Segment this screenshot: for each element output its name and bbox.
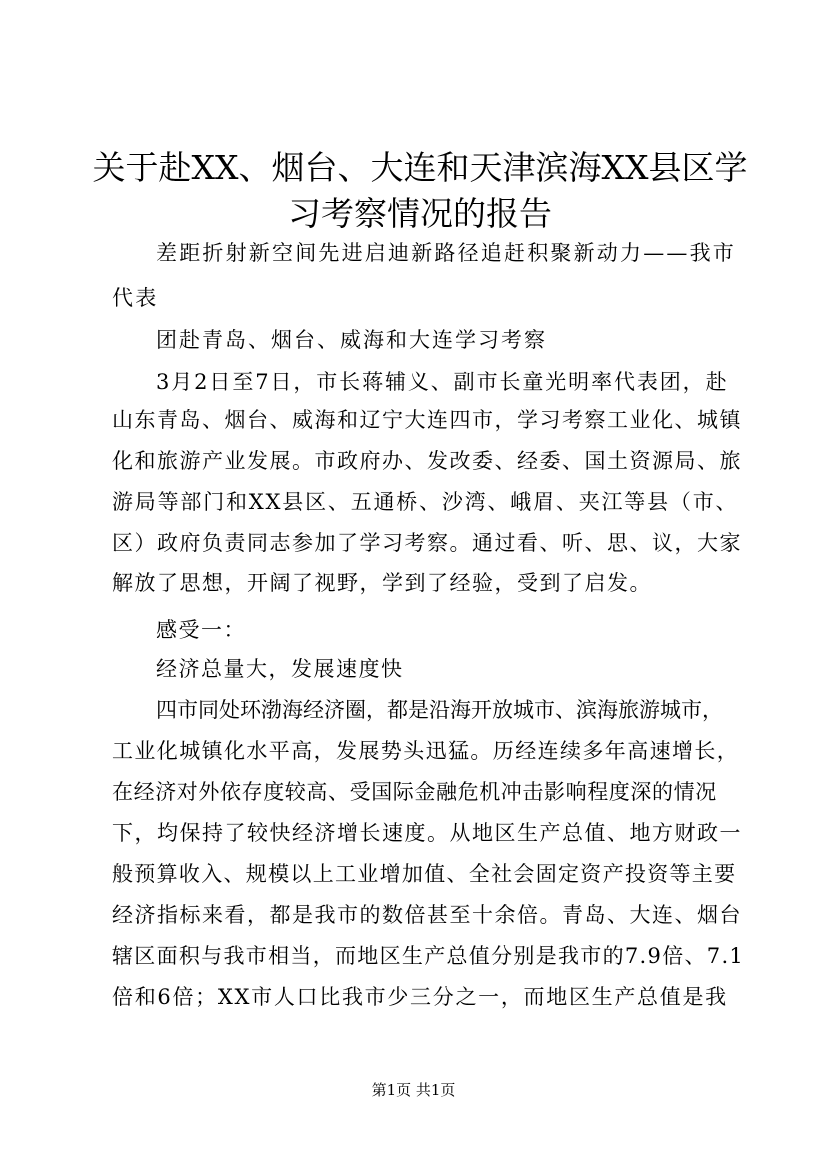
paragraph-line: 差距折射新空间先进启迪新路径追赶积聚新动力——我市 <box>156 241 736 265</box>
paragraph-line: 游局等部门和XX县区、五通桥、沙湾、峨眉、夹江等县（市、 <box>112 490 739 514</box>
paragraph-line: 化和旅游产业发展。市政府办、发改委、经委、国土资源局、旅 <box>112 449 742 473</box>
paragraph-line: 四市同处环渤海经济圈，都是沿海开放城市、滨海旅游城市， <box>156 698 723 722</box>
paragraph-line: 3月2日至7日，市长蒋辅义、副市长童光明率代表团，赴 <box>156 370 729 394</box>
section-subheading: 经济总量大，发展速度快 <box>156 657 404 681</box>
document-title-line-1: 关于赴XX、烟台、大连和天津滨海XX县区学 <box>92 148 748 187</box>
document-title-line-2: 习考察情况的报告 <box>288 194 552 233</box>
paragraph-line: 代表 <box>112 286 159 310</box>
page-footer: 第1页 共1页 <box>371 1081 456 1099</box>
paragraph-line: 山东青岛、烟台、威海和辽宁大连四市，学习考察工业化、城镇 <box>112 408 742 432</box>
paragraph-line: 区）政府负责同志参加了学习考察。通过看、听、思、议，大家 <box>112 531 742 555</box>
section-heading: 感受一： <box>156 618 246 642</box>
paragraph-line: 解放了思想，开阔了视野，学到了经验，受到了启发。 <box>112 571 652 595</box>
paragraph-line: 经济指标来看，都是我市的数倍甚至十余倍。青岛、大连、烟台 <box>112 903 742 927</box>
paragraph-line: 团赴青岛、烟台、威海和大连学习考察 <box>156 328 547 352</box>
paragraph-line: 倍和6倍；XX市人口比我市少三分之一，而地区生产总值是我 <box>112 985 728 1009</box>
paragraph-line: 在经济对外依存度较高、受国际金融危机冲击影响程度深的情况 <box>112 780 717 804</box>
paragraph-line: 般预算收入、规模以上工业增加值、全社会固定资产投资等主要 <box>112 862 737 886</box>
paragraph-line: 工业化城镇化水平高，发展势头迅猛。历经连续多年高速增长， <box>112 739 740 763</box>
paragraph-line: 辖区面积与我市相当，而地区生产总值分别是我市的7.9倍、7.1 <box>112 944 745 968</box>
paragraph-line: 下，均保持了较快经济增长速度。从地区生产总值、地方财政一 <box>112 821 742 845</box>
